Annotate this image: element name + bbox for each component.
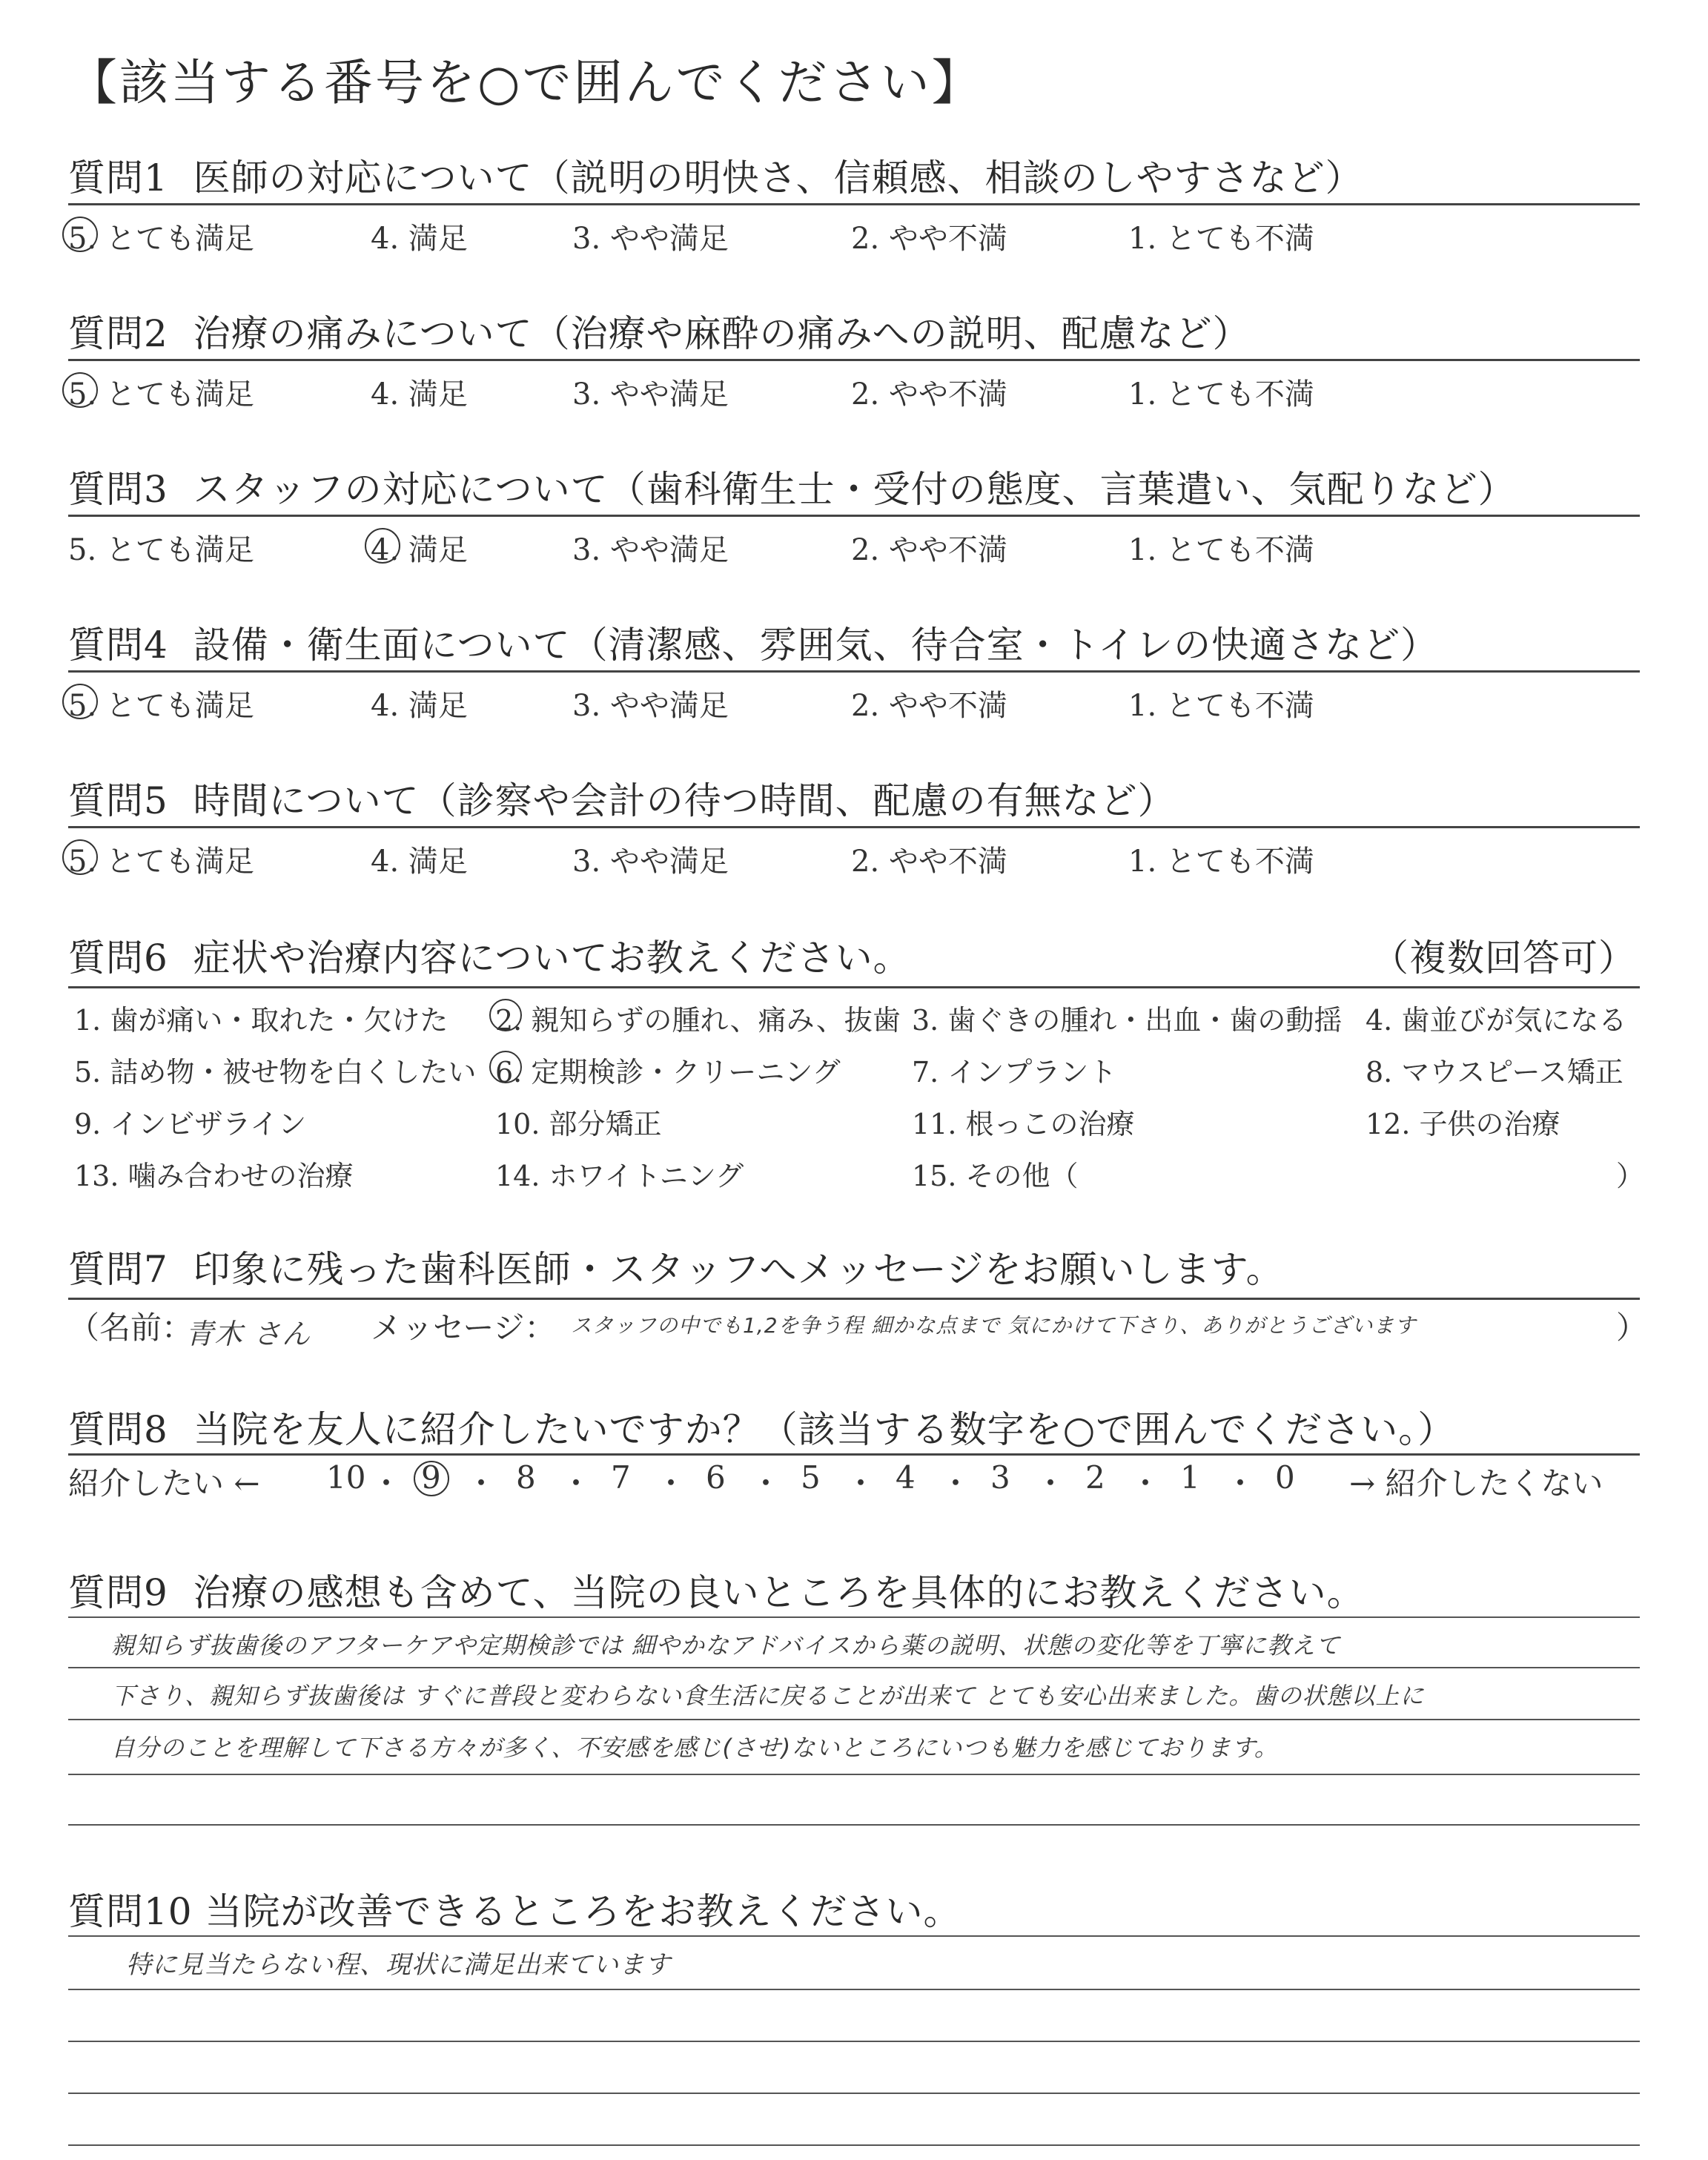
q4-rule xyxy=(68,670,1640,673)
q8-value-1[interactable]: 1 xyxy=(1180,1459,1200,1496)
q8-value-2[interactable]: 2 xyxy=(1085,1459,1105,1496)
q6-option-10[interactable]: 10. 部分矯正 xyxy=(495,1108,662,1140)
q6-other-close: ） xyxy=(1616,1160,1645,1192)
q4-selected-circle xyxy=(62,684,98,719)
q7-message-label: メッセージ： xyxy=(371,1309,556,1346)
q8-value-6[interactable]: 6 xyxy=(706,1459,726,1496)
q6-option-14[interactable]: 14. ホワイトニング xyxy=(495,1160,744,1192)
q9-title xyxy=(68,1563,1365,1616)
q8-text: 当院を友人に紹介したいですか？（該当する数字を○で囲んでください。） xyxy=(193,1408,1456,1451)
q1-label: 質問1 xyxy=(68,156,168,199)
q2-option-1[interactable]: 1. とても不満 xyxy=(1128,377,1314,412)
q8-selected-circle xyxy=(414,1461,449,1496)
q8-separator: ・ xyxy=(1130,1465,1162,1502)
q3-rule xyxy=(68,515,1640,517)
q8-value-8[interactable]: 8 xyxy=(516,1459,536,1496)
q6-option-15[interactable]: 15. その他（ xyxy=(912,1160,1079,1192)
q8-right-label: → 紹介したくない xyxy=(1349,1465,1603,1502)
q6-selected-circle-6 xyxy=(489,1051,522,1083)
q7-title xyxy=(68,1240,1284,1293)
q6-option-1[interactable]: 1. 歯が痛い・取れた・欠けた xyxy=(74,1004,448,1037)
q4-text: 設備・衛生面について（清潔感、雰囲気、待合室・トイレの快適さなど） xyxy=(193,624,1439,667)
q2-selected-circle xyxy=(62,372,98,408)
q8-separator: ・ xyxy=(750,1465,782,1502)
q1-selected-circle xyxy=(62,217,98,252)
q4-label: 質問4 xyxy=(68,624,168,667)
q9-text: 治療の感想も含めて、当院の良いところを具体的にお教えください。 xyxy=(193,1571,1365,1614)
q4-option-1[interactable]: 1. とても不満 xyxy=(1128,689,1314,723)
q7-name-value[interactable]: 青木 さん xyxy=(185,1318,311,1350)
q2-label: 質問2 xyxy=(68,312,168,355)
q4-option-3[interactable]: 3. やや満足 xyxy=(572,689,729,723)
q5-selected-circle xyxy=(62,839,98,875)
q6-option-5[interactable]: 5. 詰め物・被せ物を白くしたい xyxy=(74,1056,477,1089)
q7-name-label: （名前： xyxy=(68,1309,193,1346)
q8-separator: ・ xyxy=(371,1465,403,1502)
q4-option-5[interactable]: 5. とても満足 xyxy=(68,689,254,723)
q8-value-10[interactable]: 10 xyxy=(326,1459,366,1496)
q5-text: 時間について（診察や会計の待つ時間、配慮の有無など） xyxy=(193,779,1176,822)
q8-value-5[interactable]: 5 xyxy=(801,1459,821,1496)
q3-label: 質問3 xyxy=(68,468,168,511)
q6-note: （複数回答可） xyxy=(1371,937,1636,980)
q8-separator: ・ xyxy=(655,1465,687,1502)
q3-option-5[interactable]: 5. とても満足 xyxy=(68,533,254,567)
q5-option-4[interactable]: 4. 満足 xyxy=(371,845,468,879)
q10-rule xyxy=(68,2144,1640,2146)
q1-rule xyxy=(68,203,1640,205)
q6-text: 症状や治療内容についてお教えください。 xyxy=(193,937,911,980)
q8-left-label: 紹介したい ← xyxy=(68,1465,260,1502)
q4-option-4[interactable]: 4. 満足 xyxy=(371,689,468,723)
q10-text: 当院が改善できるところをお教えください。 xyxy=(205,1890,961,1933)
q3-text: スタッフの対応について（歯科衛生士・受付の態度、言葉遣い、気配りなど） xyxy=(193,468,1516,511)
q9-rule xyxy=(68,1824,1640,1826)
q9-rule xyxy=(68,1616,1640,1618)
q6-option-7[interactable]: 7. インプラント xyxy=(912,1056,1117,1089)
q3-option-3[interactable]: 3. やや満足 xyxy=(572,533,729,567)
q6-option-6[interactable]: 6. 定期検診・クリーニング xyxy=(495,1056,841,1089)
q6-label: 質問6 xyxy=(68,937,168,980)
q6-option-12[interactable]: 12. 子供の治療 xyxy=(1366,1108,1560,1140)
q9-rule xyxy=(68,1667,1640,1668)
q3-title xyxy=(68,460,1516,513)
q8-value-7[interactable]: 7 xyxy=(611,1459,631,1496)
q2-rule xyxy=(68,359,1640,361)
q1-option-2[interactable]: 2. やや不満 xyxy=(851,222,1007,256)
q8-separator: ・ xyxy=(560,1465,592,1502)
q8-separator: ・ xyxy=(940,1465,972,1502)
q5-rule xyxy=(68,826,1640,828)
q5-option-5[interactable]: 5. とても満足 xyxy=(68,845,254,879)
q6-option-11[interactable]: 11. 根っこの治療 xyxy=(912,1108,1135,1140)
q4-title xyxy=(68,615,1438,669)
q8-separator: ・ xyxy=(1225,1465,1257,1502)
q3-option-1[interactable]: 1. とても不満 xyxy=(1128,533,1314,567)
q6-rule xyxy=(68,986,1640,988)
q5-option-2[interactable]: 2. やや不満 xyxy=(851,845,1007,879)
q3-option-4[interactable]: 4. 満足 xyxy=(371,533,468,567)
q8-label: 質問8 xyxy=(68,1408,168,1451)
q8-value-4[interactable]: 4 xyxy=(896,1459,916,1496)
q2-text: 治療の痛みについて（治療や麻酔の痛みへの説明、配慮など） xyxy=(193,312,1251,355)
q8-value-0[interactable]: 0 xyxy=(1275,1459,1295,1496)
q9-rule xyxy=(68,1719,1640,1720)
q10-rule xyxy=(68,2041,1640,2042)
q6-option-9[interactable]: 9. インビザライン xyxy=(74,1108,307,1140)
q1-option-5[interactable]: 5. とても満足 xyxy=(68,222,254,256)
q8-value-9[interactable]: 9 xyxy=(421,1459,441,1496)
q6-selected-circle-2 xyxy=(489,999,522,1031)
q10-rule xyxy=(68,1935,1640,1937)
q6-option-2[interactable]: 2. 親知らずの腫れ、痛み、抜歯 xyxy=(495,1004,901,1037)
q8-separator: ・ xyxy=(1035,1465,1067,1502)
q6-title xyxy=(68,928,911,982)
q2-option-4[interactable]: 4. 満足 xyxy=(371,377,468,412)
q1-option-4[interactable]: 4. 満足 xyxy=(371,222,468,256)
q10-answer-line-1[interactable]: 特に見当たらない程、現状に満足出来ています xyxy=(126,1950,671,1980)
q7-rule xyxy=(68,1298,1640,1300)
q8-separator: ・ xyxy=(466,1465,497,1502)
q1-option-3[interactable]: 3. やや満足 xyxy=(572,222,729,256)
q10-title xyxy=(68,1882,961,1935)
q1-title xyxy=(68,148,1363,202)
q1-option-1[interactable]: 1. とても不満 xyxy=(1128,222,1314,256)
q7-message-value[interactable]: スタッフの中でも1,2を争う程 細かな点まで 気にかけて下さり、ありがとうございます xyxy=(571,1313,1417,1338)
q8-rule xyxy=(68,1453,1640,1456)
q9-answer-line-2[interactable]: 下さり、親知らず抜歯後は すぐに普段と変わらない食生活に戻ることが出来て とても安心出来ました。歯の状態以上に xyxy=(111,1682,1425,1710)
q9-label: 質問9 xyxy=(68,1571,168,1614)
q4-option-2[interactable]: 2. やや不満 xyxy=(851,689,1007,723)
q7-close: ） xyxy=(1616,1309,1648,1346)
q2-option-2[interactable]: 2. やや不満 xyxy=(851,377,1007,412)
q9-answer-line-3[interactable]: 自分のことを理解して下さる方々が多く、不安感を感じ(させ)ないところにいつも魅力を感じております。 xyxy=(111,1734,1279,1762)
q2-option-3[interactable]: 3. やや満足 xyxy=(572,377,729,412)
q7-text: 印象に残った歯科医師・スタッフへメッセージをお願いします。 xyxy=(193,1248,1284,1291)
q10-rule xyxy=(68,1989,1640,1990)
q1-text: 医師の対応について（説明の明快さ、信頼感、相談のしやすさなど） xyxy=(193,156,1363,199)
q6-option-4[interactable]: 4. 歯並びが気になる xyxy=(1366,1004,1627,1037)
q3-selected-circle xyxy=(365,528,400,564)
q9-rule xyxy=(68,1774,1640,1775)
q5-title xyxy=(68,771,1176,825)
q2-title xyxy=(68,304,1251,357)
q3-option-2[interactable]: 2. やや不満 xyxy=(851,533,1007,567)
q9-answer-line-1[interactable]: 親知らず抜歯後のアフターケアや定期検診では 細やかなアドバイスから薬の説明、状態の変化等を丁寧に教えて xyxy=(111,1631,1340,1659)
q6-option-13[interactable]: 13. 噛み合わせの治療 xyxy=(74,1160,354,1192)
q5-option-3[interactable]: 3. やや満足 xyxy=(572,845,729,879)
q10-label: 質問10 xyxy=(68,1890,193,1933)
q10-rule xyxy=(68,2093,1640,2094)
q7-label: 質問7 xyxy=(68,1248,168,1291)
q8-separator: ・ xyxy=(845,1465,877,1502)
form-title: 【該当する番号を○で囲んでください】 xyxy=(68,54,983,111)
q5-option-1[interactable]: 1. とても不満 xyxy=(1128,845,1314,879)
q6-option-8[interactable]: 8. マウスピース矯正 xyxy=(1366,1056,1623,1089)
q6-option-3[interactable]: 3. 歯ぐきの腫れ・出血・歯の動揺 xyxy=(912,1004,1343,1037)
q8-value-3[interactable]: 3 xyxy=(990,1459,1010,1496)
q2-option-5[interactable]: 5. とても満足 xyxy=(68,377,254,412)
q5-label: 質問5 xyxy=(68,779,168,822)
q8-title xyxy=(68,1400,1455,1453)
